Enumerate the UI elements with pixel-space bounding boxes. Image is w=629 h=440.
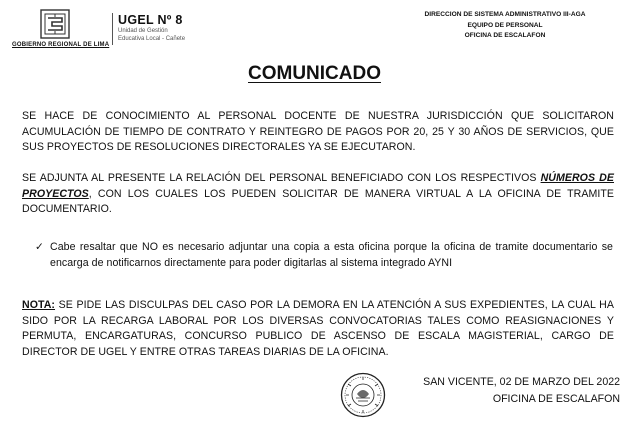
gobierno-regional-logo-icon (40, 9, 70, 39)
document-title-text: COMUNICADO (248, 63, 381, 84)
paragraph-apology (22, 298, 614, 360)
project-numbers-emphasis: NÚMEROS DE PROYECTOS (22, 172, 614, 200)
direction-block (395, 10, 615, 42)
official-seal-icon (340, 372, 386, 418)
ugel-title: UGEL Nº 8 (118, 13, 183, 27)
signature-office: OFICINA DE ESCALAFON (492, 393, 620, 405)
team-line: EQUIPO DE PERSONAL (467, 21, 543, 29)
paragraph-attachment-text-a: SE ADJUNTA AL PRESENTE LA RELACIÓN DEL PERSONAL BENEFICIADO CON LOS RESPECTIVOS (22, 172, 541, 184)
office-line: OFICINA DE ESCALAFON (464, 32, 546, 39)
document-title (0, 63, 629, 85)
check-mark-icon: ✓ (35, 241, 44, 253)
logo-caption: GOBIERNO REGIONAL DE LIMA (12, 42, 110, 48)
ugel-subtitle-line-1: Unidad de Gestión (118, 28, 168, 34)
paragraph-attachment-text-b: , CON LOS CUALES LOS PUEDEN SOLICITAR DE MANERA VIRTUAL A LA OFICINA DE TRAMITE DOCUMENTARIO. (22, 187, 614, 215)
direction-line: DIRECCION DE SISTEMA ADMINISTRATIVO III-AGA (424, 11, 586, 18)
paragraph-announcement: SE HACE DE CONOCIMIENTO AL PERSONAL DOCENTE DE NUESTRA JURISDICCIÓN QUE SOLICITARON ACUMULACIÓN DE TIEMPO DE CONTRATO Y REINTEGRO DE PAGOS POR 20, 25 Y 30 AÑOS DE SERVICIOS, QUE SUS PROYECTOS DE RESOLUCIONES DIRECTORALES YA SE EJECUTARON. (22, 110, 614, 153)
paragraph-attachment (22, 171, 614, 218)
signature-place-date: SAN VICENTE, 02 DE MARZO DEL 2022 (423, 376, 620, 388)
header-divider (112, 13, 113, 45)
paragraph-apology-text: SE PIDE LAS DISCULPAS DEL CASO POR LA DEMORA EN LA ATENCIÓN A SUS EXPEDIENTES, LA CUAL HA SIDO POR LA RECARGA LABORAL POR LOS DIVERSAS CONVOCATORIAS TALES COMO REASIGNACIONES Y PERMUTA, ENCARGATURAS, CONCURSO PUBLICO DE ASCENSO DE ESCALA MAGISTERIAL, CARGO DE DIRECTOR DE UGEL Y ENTRE OTRAS TAREAS DIARIAS DE LA OFICINA. (22, 299, 614, 358)
nota-label: NOTA: (22, 299, 56, 311)
paragraph-note-copy: Cabe resaltar que NO es necesario adjuntar una copia a esta oficina porque la oficina de tramite documentario se encarga de notificarnos directamente para poder digitarlas al sistema integrado AYNI (50, 241, 613, 269)
ugel-subtitle-line-2: Educativa Local - Cañete (118, 36, 186, 42)
